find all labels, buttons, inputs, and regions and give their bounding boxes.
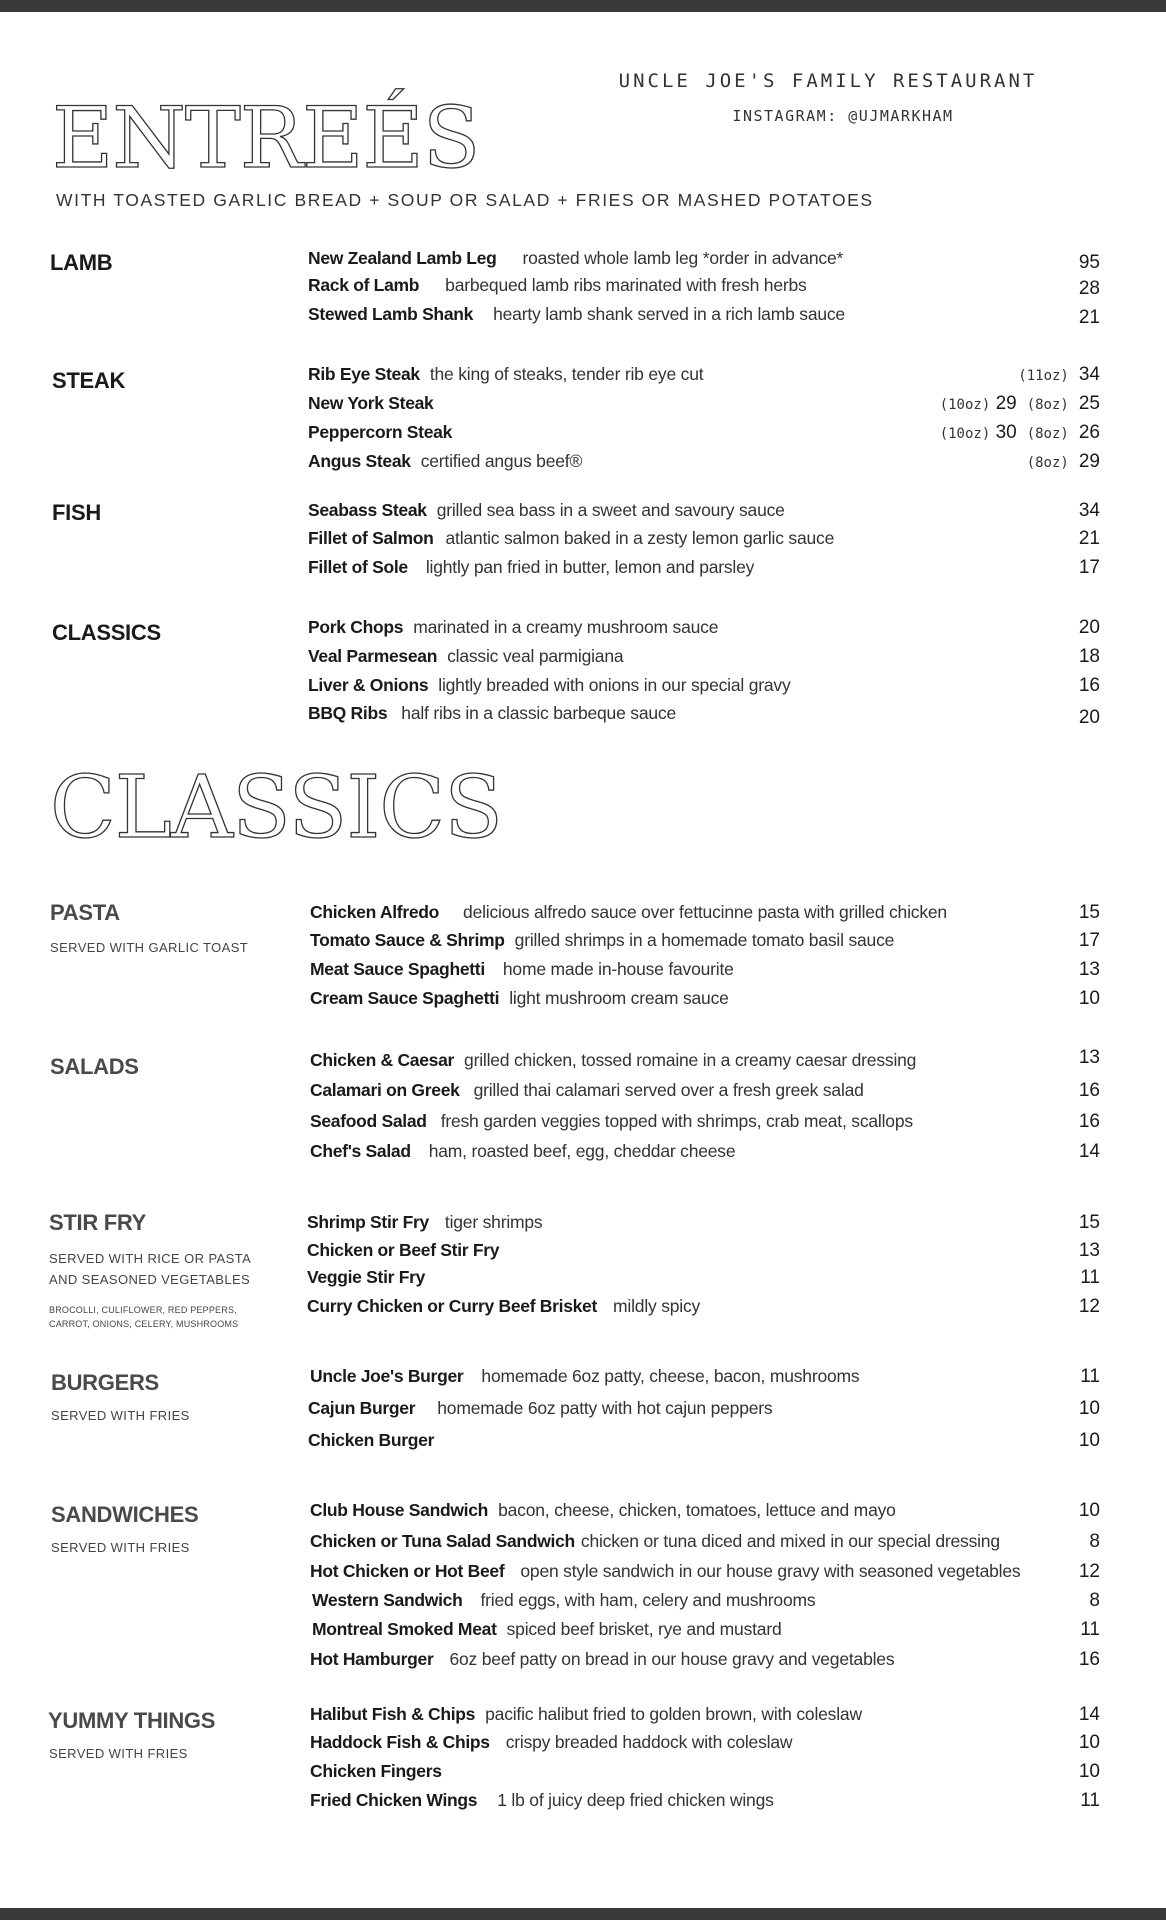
item-price: 8: [1089, 1531, 1100, 1552]
menu-item: [310, 1790, 1100, 1816]
item-price: 16: [1078, 1111, 1100, 1132]
entrees-title: ENTREÉS: [52, 89, 480, 187]
item-description: classic veal parmigiana: [447, 646, 624, 666]
menu-item: [308, 646, 1100, 672]
item-price: 17: [1078, 557, 1100, 578]
item-name: Peppercorn Steak: [308, 422, 453, 442]
item-price-group: [1027, 451, 1100, 473]
category-title: STEAK: [52, 368, 126, 393]
item-price: 10: [1078, 1732, 1100, 1753]
item-price: 16: [1078, 1649, 1100, 1670]
item-name: Seafood Salad: [310, 1111, 427, 1131]
menu-item: [310, 1111, 1100, 1137]
item-name: Veggie Stir Fry: [307, 1267, 426, 1287]
menu-item: [308, 248, 1100, 274]
menu-item: [308, 393, 1100, 419]
item-name: Calamari on Greek: [310, 1080, 460, 1100]
item-price: 13: [1078, 1240, 1100, 1261]
item-price: 10: [1078, 988, 1100, 1009]
item-price: 11: [1080, 1366, 1100, 1387]
menu-item: [308, 617, 1100, 643]
item-description: pacific halibut fried to golden brown, with coleslaw: [485, 1704, 862, 1724]
item-name: Meat Sauce Spaghetti: [310, 959, 485, 979]
category-note: SERVED WITH GARLIC TOAST: [50, 940, 249, 955]
top-border-bar: [0, 0, 1166, 12]
menu-item: [310, 1561, 1100, 1587]
item-price: 34: [1078, 364, 1100, 385]
item-name: Chef's Salad: [310, 1141, 411, 1161]
item-name: Veal Parmesean: [308, 646, 438, 666]
menu-item: [310, 902, 1100, 928]
item-price: 29: [1078, 451, 1100, 472]
category-small-note: BROCOLLI, CULIFLOWER, RED PEPPERS,: [49, 1305, 237, 1315]
size-label: (8oz): [1026, 397, 1069, 413]
item-name: New York Steak: [308, 393, 434, 413]
item-description: hearty lamb shank served in a rich lamb sauce: [493, 304, 845, 324]
item-description: roasted whole lamb leg *order in advance*: [522, 248, 844, 268]
menu-item: [308, 703, 1100, 729]
item-name: Cajun Burger: [308, 1398, 416, 1418]
menu-item: [308, 1398, 1100, 1424]
item-price: 11: [1080, 1619, 1100, 1640]
item-description: marinated in a creamy mushroom sauce: [413, 617, 719, 637]
item-price: 21: [1078, 307, 1100, 328]
size-label: (10oz): [939, 426, 991, 442]
item-name: Uncle Joe's Burger: [310, 1366, 464, 1386]
item-description: grilled thai calamari served over a fresh greek salad: [473, 1080, 864, 1100]
category-title: YUMMY THINGS: [48, 1708, 216, 1733]
item-name: Fillet of Sole: [308, 557, 408, 577]
item-price: 15: [1078, 902, 1100, 923]
category-title: STIR FRY: [49, 1210, 147, 1235]
size-label: (8oz): [1026, 455, 1069, 471]
item-price: 34: [1078, 500, 1100, 521]
item-price: 11: [1080, 1790, 1100, 1811]
item-price: 18: [1078, 646, 1100, 667]
item-description: grilled sea bass in a sweet and savoury sauce: [436, 500, 785, 520]
item-price: 20: [1078, 707, 1100, 728]
item-price: 30: [995, 422, 1017, 443]
item-name: Rib Eye Steak: [308, 364, 420, 384]
menu-item: [307, 1296, 1100, 1322]
menu-item: [308, 675, 1100, 701]
item-price: 95: [1078, 252, 1100, 273]
item-price: 10: [1078, 1761, 1100, 1782]
item-description: light mushroom cream sauce: [509, 988, 729, 1008]
item-name: Chicken or Beef Stir Fry: [307, 1240, 500, 1260]
item-price: 10: [1078, 1500, 1100, 1521]
item-name: Tomato Sauce & Shrimp: [310, 930, 505, 950]
item-name: Seabass Steak: [308, 500, 427, 520]
item-name: Hot Hamburger: [310, 1649, 434, 1669]
item-name: Hot Chicken or Hot Beef: [310, 1561, 505, 1581]
item-description: 6oz beef patty on bread in our house gravy and vegetables: [449, 1649, 895, 1669]
menu-item: [310, 1500, 1100, 1526]
category-note: SERVED WITH FRIES: [51, 1540, 190, 1555]
item-description: barbequed lamb ribs marinated with fresh herbs: [445, 275, 807, 295]
item-price-group: [1018, 364, 1100, 386]
item-description: spiced beef brisket, rye and mustard: [506, 1619, 782, 1639]
menu-item: [310, 1761, 1100, 1787]
item-price: 12: [1078, 1296, 1100, 1317]
item-description: grilled chicken, tossed romaine in a creamy caesar dressing: [464, 1050, 917, 1070]
item-price: 20: [1078, 617, 1100, 638]
item-name: Fried Chicken Wings: [310, 1790, 478, 1810]
item-price: 13: [1078, 959, 1100, 980]
menu-item: [310, 959, 1100, 985]
menu-item: [308, 422, 1100, 448]
item-description: tiger shrimps: [444, 1212, 543, 1232]
item-name: Halibut Fish & Chips: [310, 1704, 476, 1724]
item-name: Chicken Alfredo: [310, 902, 440, 922]
category-title: FISH: [52, 500, 101, 525]
item-name: Cream Sauce Spaghetti: [310, 988, 500, 1008]
menu-item: [310, 1080, 1100, 1106]
item-price: 16: [1078, 1080, 1100, 1101]
item-price: 17: [1078, 930, 1100, 951]
item-name: Chicken & Caesar: [310, 1050, 455, 1070]
item-price: 25: [1078, 393, 1100, 414]
item-description: open style sandwich in our house gravy with seasoned vegetables: [520, 1561, 1021, 1581]
category-title: PASTA: [50, 900, 120, 925]
category-note: AND SEASONED VEGETABLES: [49, 1272, 251, 1287]
size-label: (10oz): [939, 397, 991, 413]
menu-item: [308, 304, 1100, 330]
menu-item: [310, 1531, 1100, 1557]
item-name: Chicken Burger: [308, 1430, 435, 1450]
item-price: 29: [995, 393, 1017, 414]
size-label: (11oz): [1018, 368, 1069, 384]
item-description: homemade 6oz patty with hot cajun peppers: [437, 1398, 773, 1418]
menu-item: [310, 1704, 1100, 1730]
item-price: 16: [1078, 675, 1100, 696]
menu-item: [308, 557, 1100, 583]
item-name: Angus Steak: [308, 451, 411, 471]
category-title: SANDWICHES: [51, 1502, 199, 1527]
item-name: Shrimp Stir Fry: [307, 1212, 429, 1232]
menu-item: [310, 1649, 1100, 1675]
size-label: (8oz): [1026, 426, 1069, 442]
item-price: 11: [1080, 1267, 1100, 1288]
item-price-group: [940, 422, 1100, 444]
item-price: 14: [1078, 1141, 1100, 1162]
item-name: Liver & Onions: [308, 675, 429, 695]
item-price: 10: [1078, 1430, 1100, 1451]
category-note: SERVED WITH FRIES: [49, 1746, 188, 1761]
item-price: 8: [1089, 1590, 1100, 1611]
item-description: mildly spicy: [613, 1296, 701, 1316]
item-price: 13: [1078, 1047, 1100, 1068]
item-price: 12: [1078, 1561, 1100, 1582]
item-description: 1 lb of juicy deep fried chicken wings: [497, 1790, 774, 1810]
bottom-border-bar: [0, 1908, 1166, 1920]
item-price: 14: [1078, 1704, 1100, 1725]
category-note: SERVED WITH FRIES: [51, 1408, 190, 1423]
category-note: SERVED WITH RICE OR PASTA: [49, 1251, 252, 1266]
category-title: BURGERS: [51, 1370, 159, 1395]
item-price-group: [940, 393, 1100, 415]
menu-item: [308, 275, 1100, 301]
menu-item: [310, 930, 1100, 956]
menu-item: [308, 451, 1100, 477]
menu-item: [307, 1240, 1100, 1266]
item-description: homemade 6oz patty, cheese, bacon, mushrooms: [481, 1366, 860, 1386]
restaurant-name: UNCLE JOE'S FAMILY RESTAURANT: [618, 70, 1038, 92]
item-name: Chicken or Tuna Salad Sandwich: [310, 1531, 575, 1551]
menu-item: [312, 1590, 1100, 1616]
menu-item: [312, 1619, 1100, 1645]
category-title: SALADS: [50, 1054, 139, 1079]
item-name: Club House Sandwich: [310, 1500, 489, 1520]
item-name: Chicken Fingers: [310, 1761, 442, 1781]
entrees-subtitle: WITH TOASTED GARLIC BREAD + SOUP OR SALAD + FRIES OR MASHED POTATOES: [56, 190, 874, 210]
item-name: Western Sandwich: [312, 1590, 463, 1610]
item-name: New Zealand Lamb Leg: [308, 248, 497, 268]
item-price: 21: [1078, 528, 1100, 549]
item-description: ham, roasted beef, egg, cheddar cheese: [428, 1141, 736, 1161]
menu-item: [310, 1732, 1100, 1758]
menu-item: [310, 1366, 1100, 1392]
item-price: 28: [1078, 278, 1100, 299]
item-description: grilled shrimps in a homemade tomato basil sauce: [514, 930, 895, 950]
menu-item: [308, 500, 1100, 526]
category-small-note: CARROT, ONIONS, CELERY, MUSHROOMS: [49, 1319, 239, 1329]
instagram-handle: INSTAGRAM: @UJMARKHAM: [732, 107, 954, 125]
category-title: CLASSICS: [52, 620, 161, 645]
item-description: fresh garden veggies topped with shrimps, crab meat, scallops: [440, 1111, 913, 1131]
item-description: home made in-house favourite: [502, 959, 734, 979]
item-description: atlantic salmon baked in a zesty lemon garlic sauce: [445, 528, 835, 548]
item-name: Curry Chicken or Curry Beef Brisket: [307, 1296, 598, 1316]
item-price: 26: [1078, 422, 1100, 443]
item-description: half ribs in a classic barbeque sauce: [401, 703, 676, 723]
item-description: lightly breaded with onions in our special gravy: [438, 675, 791, 695]
item-name: Haddock Fish & Chips: [310, 1732, 490, 1752]
menu-item: [308, 364, 1100, 390]
classics-title: CLASSICS: [50, 758, 503, 858]
item-name: Fillet of Salmon: [308, 528, 434, 548]
menu-item: [308, 528, 1100, 554]
menu-item: [310, 1047, 1100, 1076]
item-name: Pork Chops: [308, 617, 404, 637]
menu-item: [310, 1141, 1100, 1167]
menu-item: [307, 1212, 1100, 1238]
item-description: chicken or tuna diced and mixed in our special dressing: [580, 1531, 1000, 1551]
menu-item: [307, 1267, 1100, 1293]
item-description: bacon, cheese, chicken, tomatoes, lettuce and mayo: [498, 1500, 896, 1520]
item-description: lightly pan fried in butter, lemon and parsley: [425, 557, 755, 577]
item-name: Rack of Lamb: [308, 275, 420, 295]
item-price: 15: [1078, 1212, 1100, 1233]
item-price: 10: [1078, 1398, 1100, 1419]
item-description: certified angus beef®: [420, 451, 583, 471]
item-name: BBQ Ribs: [308, 703, 388, 723]
item-description: the king of steaks, tender rib eye cut: [429, 364, 704, 384]
item-name: Montreal Smoked Meat: [312, 1619, 497, 1639]
item-description: crispy breaded haddock with coleslaw: [505, 1732, 793, 1752]
item-description: fried eggs, with ham, celery and mushrooms: [480, 1590, 816, 1610]
item-name: Stewed Lamb Shank: [308, 304, 474, 324]
menu-item: [308, 1430, 1100, 1456]
item-description: delicious alfredo sauce over fettucinne pasta with grilled chicken: [463, 902, 947, 922]
menu-item: [310, 988, 1100, 1014]
category-title: LAMB: [50, 250, 113, 275]
